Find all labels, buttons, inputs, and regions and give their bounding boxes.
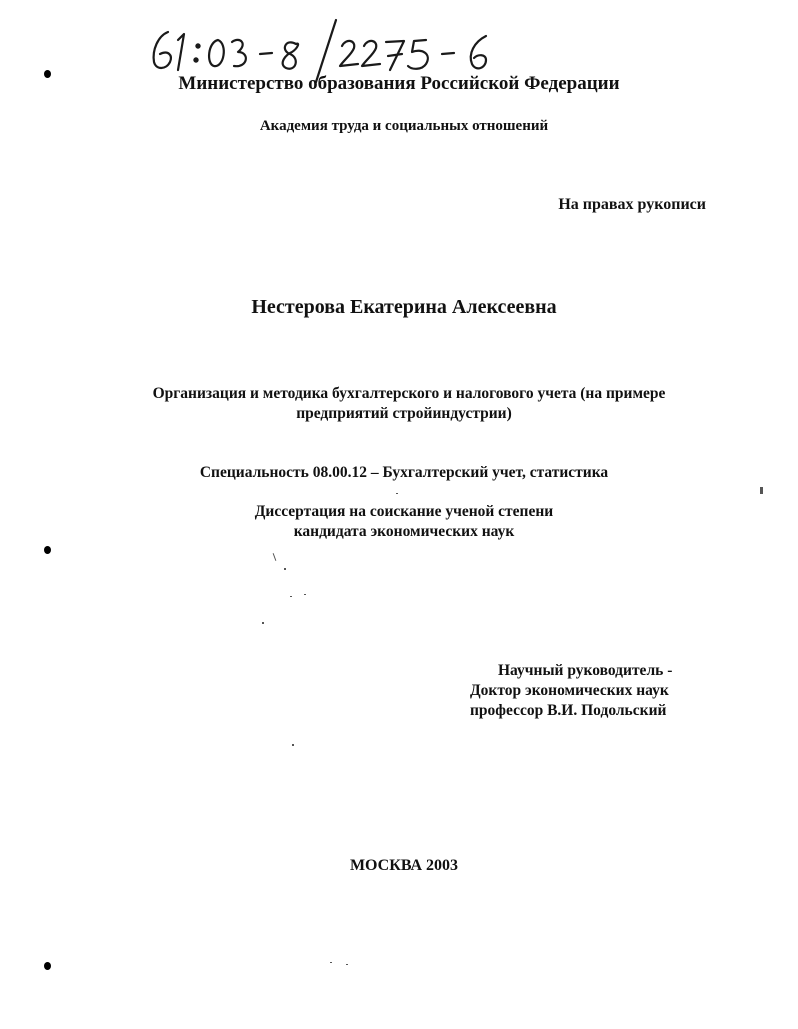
scan-speck [330,962,332,963]
binder-hole-dot [44,70,51,78]
supervisor-name: профессор В.И. Подольский [470,702,667,719]
academy-name: Академия труда и социальных отношений [259,118,549,134]
supervisor-block [470,661,720,721]
scan-speck [346,964,348,965]
scan-speck [262,622,264,624]
ministry-name: Министерство образования Российской Федерации [178,73,620,94]
specialty: Специальность 08.00.12 – Бухгалтерский учет, статистика [199,464,609,481]
author-name: Нестерова Екатерина Алексеевна [251,296,557,318]
city-year: МОСКВА 2003 [349,857,459,874]
scan-speck [760,487,763,494]
dissertation-title-line2: предприятий стройиндустрии) [296,405,512,422]
supervisor-role: Научный руководитель - [498,662,673,679]
scan-speck [290,596,292,597]
manuscript-note: На правах рукописи [558,196,706,213]
supervisor-degree: Доктор экономических наук [470,682,669,699]
binder-hole-dot [44,546,51,554]
scan-speck [273,553,277,561]
scan-speck [396,493,398,494]
degree-line2: кандидата экономических наук [293,523,515,540]
dissertation-title-line1: Организация и методика бухгалтерского и налогового учета (на примере [152,385,666,402]
scan-speck [284,568,286,570]
scan-speck [292,744,294,746]
scan-speck [304,594,306,595]
binder-hole-dot [44,962,51,970]
degree-line1: Диссертация на соискание ученой степени [254,503,554,520]
